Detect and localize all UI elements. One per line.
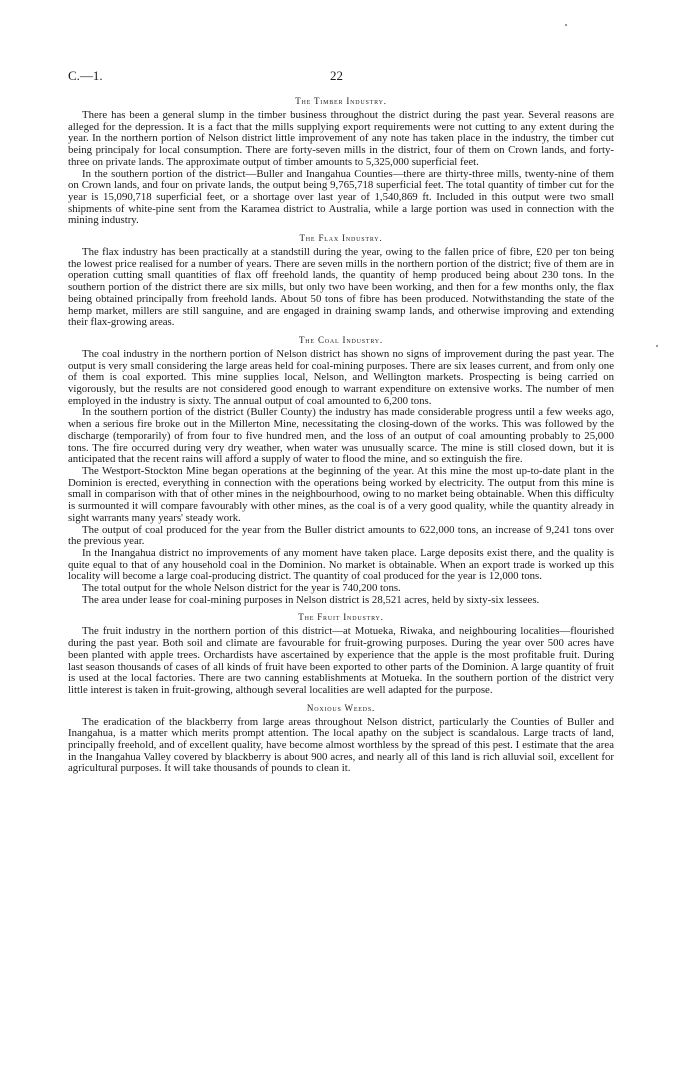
document-page (68, 68, 614, 1078)
section-noxious-weeds (68, 703, 614, 776)
speck-mark (565, 24, 567, 26)
section-timber (68, 96, 614, 227)
paragraph: The flax industry has been practically at a standstill during the year, owing to the fallen price of fibre, £20 per ton being the lowest price realised for a number of years. There are seven mills in the northern portion of the district; five of them are in operation cutting small quantities of flax off freehold lands, the quantity of hemp produced being about 230 tons. In the southern portion of the district there are six mills, but only two have been working, and then for a few months only, the flax being obtained principally from freehold lands. About 50 tons of fibre has been produced. Notwithstanding the state of the hemp market, millers are still sanguine, and are engaged in draining swamp lands, and otherwise improving and extending their flax-growing areas. (68, 246, 614, 329)
section-heading: The Timber Industry. (295, 96, 387, 106)
document-code: C.—1. (68, 68, 103, 83)
section-fruit (68, 612, 614, 696)
paragraph: The total output for the whole Nelson district for the year is 740,200 tons. (82, 582, 401, 595)
section-coal (68, 335, 614, 606)
paragraph: In the southern portion of the district (Buller County) the industry has made considerable progress until a few weeks ago, when a serious fire broke out in the Millerton Mine, necessitating the closing-down of the works. This was followed by the discharge (temporarily) of from four to five hundred men, and the loss of an output of coal amounting probably to 25,000 tons. The fire occurred during very dry weather, when water was unusually scarce. The mine is still closed down, but it is anticipated that the recent rains will afford a supply of water to flood the mine, and so extinguish the fire. (68, 406, 614, 466)
paragraph: The eradication of the blackberry from large areas throughout Nelson district, particularly the Counties of Buller and Inangahua, is a matter which merits prompt attention. The local apathy on the subject is scandalous. Large tracts of land, principally freehold, and of excellent quality, have become almost worthless by the spread of this pest. I estimate that the area in the Inangahua Valley covered by blackberry is about 900 acres, and nearly all of this land is rich alluvial soil, excellent for agricultural purposes. It will take thousands of pounds to clean it. (68, 715, 614, 775)
paragraph: There has been a general slump in the timber business throughout the district during the past year. Several reasons are alleged for the depression. It is a fact that the mills supplying export requirements were not cutting to any extent during the year. In the northern portion of Nelson district little improvement of any note has taken place in the industry, the timber cut being principaly for local consumption. There are forty-seven mills in the district, four of them on Crown lands, and forty-three on private lands. The approximate output of timber amounts to 5,325,000 superficial feet. (68, 109, 614, 168)
speck-mark (656, 345, 658, 347)
paragraph: The output of coal produced for the year from the Buller district amounts to 622,000 tons, an increase of 9,241 tons over the previous year. (68, 523, 614, 548)
paragraph: The coal industry in the northern portion of Nelson district has shown no signs of improvement during the past year. The output is very small considering the large areas held for coal-mining purposes. There are six leases current, and from only one of them is coal exported. This mine supplies local, Nelson, and Wellington markets. Prospecting is being carried on vigorously, but the results are not considered good enough to warrant expenditure on extensive works. The number of men employed in the industry is sixty. The annual output of coal amounted to 6,200 tons. (68, 347, 614, 407)
running-header (68, 68, 614, 86)
section-heading: The Flax Industry. (299, 233, 383, 244)
section-heading: Noxious Weeds. (306, 702, 376, 713)
section-flax (68, 233, 614, 329)
paragraph: In the Inangahua district no improvements of any moment have taken place. Large deposits exist there, and the quality is quite equal to that of any household coal in the Dominion. No market is obtainable. When an export trade is worked up this locality will become a large coal-producing district. The quantity of coal produced for the year is 12,000 tons. (68, 546, 614, 583)
paragraph: The area under lease for coal-mining purposes in Nelson district is 28,521 acres, held by sixty-six lessees. (82, 593, 540, 606)
section-heading: The Coal Industry. (299, 334, 383, 345)
paragraph: In the southern portion of the district—Buller and Inangahua Counties—there are thirty-three mills, twenty-nine of them on Crown lands, and four on private lands, the output being 9,765,718 superficial feet. The total quantity of timber cut for the year is 15,090,718 superficial feet, or a shortage over last year of 1,540,869 ft. Included in this output were two small shipments of white-pine sent from the Karamea district to Australia, while a large portion was used in connection with the mining industry. (68, 167, 614, 227)
paragraph: The Westport-Stockton Mine began operations at the beginning of the year. At this mine the most up-to-date plant in the Dominion is erected, everything in connection with the operations being worked by electricity. The output from this mine is small in comparison with that of other mines in the neighbourhood, owing to no market being obtainable. When this difficulty is surmounted it will compare favourably with other mines, as the coal is of a very good quality, while the quantity already in sight warrants many years' steady work. (68, 464, 614, 524)
page-number: 22 (330, 68, 343, 83)
paragraph: The fruit industry in the northern portion of this district—at Motueka, Riwaka, and neighbouring localities—flourished during the past year. Both soil and climate are favourable for fruit-growing purposes. During the year over 500 acres have been planted with apple trees. Orchardists have ascertained by experience that the apple is the most profitable fruit. During last season thousands of cases of all kinds of fruit have been exported to other parts of the Dominion. A large quantity of fruit is used at the local factories. There are two canning establishments at Motueka. In the southern portion of the district very little interest is taken in fruit-growing, although several localities are well adapted for the purpose. (68, 625, 614, 696)
section-heading: The Fruit Industry. (298, 612, 384, 623)
